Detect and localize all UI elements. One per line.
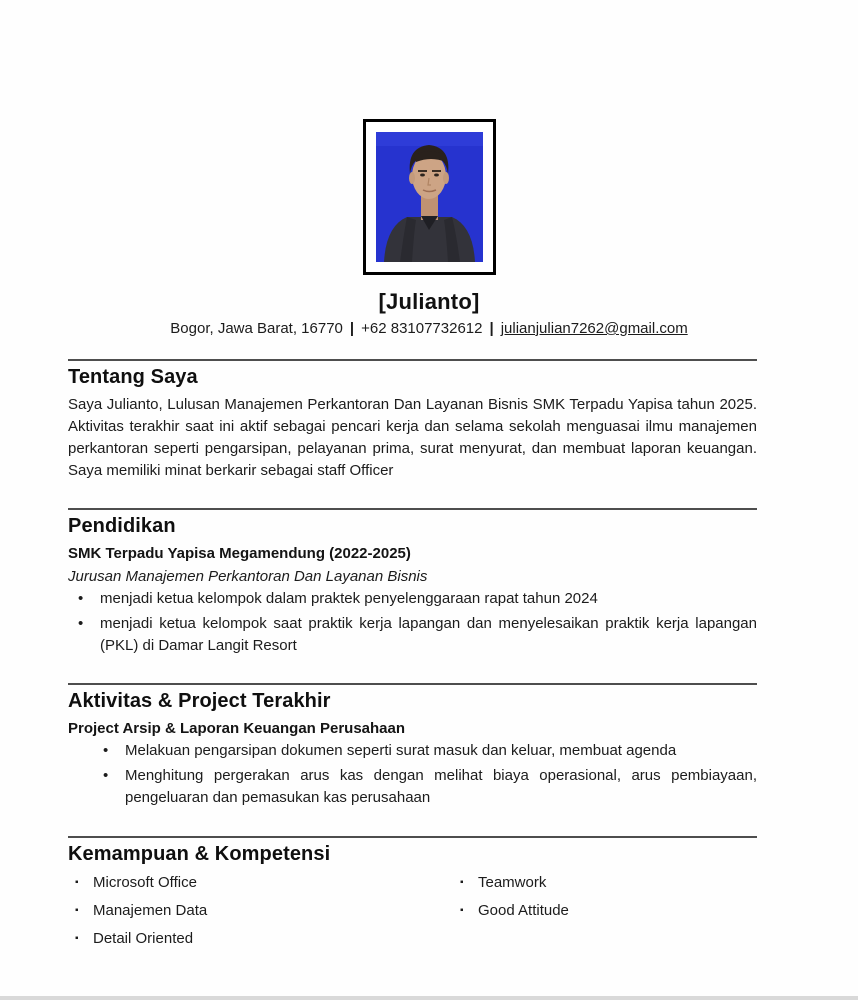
section-about	[68, 359, 757, 482]
list-item	[68, 613, 757, 657]
section-education	[68, 508, 757, 657]
person-name: [Julianto]	[378, 289, 480, 314]
scan-edge	[0, 996, 858, 1000]
contact-location: Bogor, Jawa Barat, 16770	[170, 320, 343, 337]
skill-text: Detail Oriented	[93, 930, 194, 947]
skills-column-right	[453, 872, 757, 956]
resume-body	[68, 359, 757, 956]
list-item	[453, 872, 757, 893]
square-bullet-icon: ▪	[75, 933, 79, 944]
skills-columns	[68, 872, 757, 956]
bullet-icon: •	[78, 590, 84, 607]
education-bullet-text: menjadi ketua kelompok dalam praktek penyelenggaraan rapat tahun 2024	[100, 590, 598, 607]
resume-header	[0, 0, 858, 337]
contact-phone: +62 83107732612	[361, 320, 483, 337]
education-bullet-text: menjadi ketua kelompok saat praktik kerja lapangan dan menyelesaikan praktik kerja lapangan (PKL) di Damar Langit Resort	[100, 615, 757, 654]
education-bullet-list	[68, 588, 757, 657]
bullet-icon: •	[103, 742, 109, 759]
activities-bullet-list	[68, 740, 757, 809]
list-item	[68, 900, 453, 921]
section-about-title: Tentang Saya	[68, 366, 198, 388]
bullet-icon: •	[103, 767, 109, 784]
education-major: Jurusan Manajemen Perkantoran Dan Layanan Bisnis	[68, 568, 428, 585]
activities-project: Project Arsip & Laporan Keuangan Perusahaan	[68, 720, 406, 737]
skills-column-left	[68, 872, 453, 956]
section-skills-title: Kemampuan & Kompetensi	[68, 843, 331, 865]
list-item	[68, 765, 757, 809]
profile-photo-frame	[363, 119, 496, 275]
section-education-title: Pendidikan	[68, 515, 176, 537]
list-item	[68, 928, 453, 949]
list-item	[68, 740, 757, 762]
profile-photo	[376, 132, 483, 262]
contact-separator: |	[349, 320, 355, 337]
section-skills	[68, 836, 757, 956]
skill-text: Manajemen Data	[93, 902, 208, 919]
square-bullet-icon: ▪	[75, 877, 79, 888]
square-bullet-icon: ▪	[460, 905, 464, 916]
contact-line	[0, 320, 858, 337]
list-item	[68, 588, 757, 610]
skill-text: Teamwork	[478, 874, 547, 891]
square-bullet-icon: ▪	[460, 877, 464, 888]
square-bullet-icon: ▪	[75, 905, 79, 916]
activities-bullet-text: Menghitung pergerakan arus kas dengan melihat biaya operasional, arus pembiayaan, pengeluaran dan pemasukan kas perusahaan	[125, 767, 757, 806]
activities-bullet-text: Melakuan pengarsipan dokumen seperti surat masuk dan keluar, membuat agenda	[125, 742, 677, 759]
list-item	[453, 900, 757, 921]
education-school: SMK Terpadu Yapisa Megamendung (2022-2025)	[68, 545, 411, 562]
bullet-icon: •	[78, 615, 84, 632]
about-paragraph: Saya Julianto, Lulusan Manajemen Perkantoran Dan Layanan Bisnis SMK Terpadu Yapisa tahun 2025. Aktivitas terakhir saat ini aktif sebagai pencari kerja dan selama sekolah menguasai ilmu manajemen perkantoran seperti pengarsipan, pelayanan prima, surat menyurat, dan membuat laporan keuangan. Saya memiliki minat berkarir sebagai staff Officer	[68, 396, 757, 479]
section-activities	[68, 683, 757, 809]
skill-text: Good Attitude	[478, 902, 569, 919]
contact-separator: |	[489, 320, 494, 337]
contact-email-link[interactable]: julianjulian7262@gmail.com	[500, 320, 688, 337]
section-activities-title: Aktivitas & Project Terakhir	[68, 690, 331, 712]
skill-text: Microsoft Office	[93, 874, 197, 891]
list-item	[68, 872, 453, 893]
